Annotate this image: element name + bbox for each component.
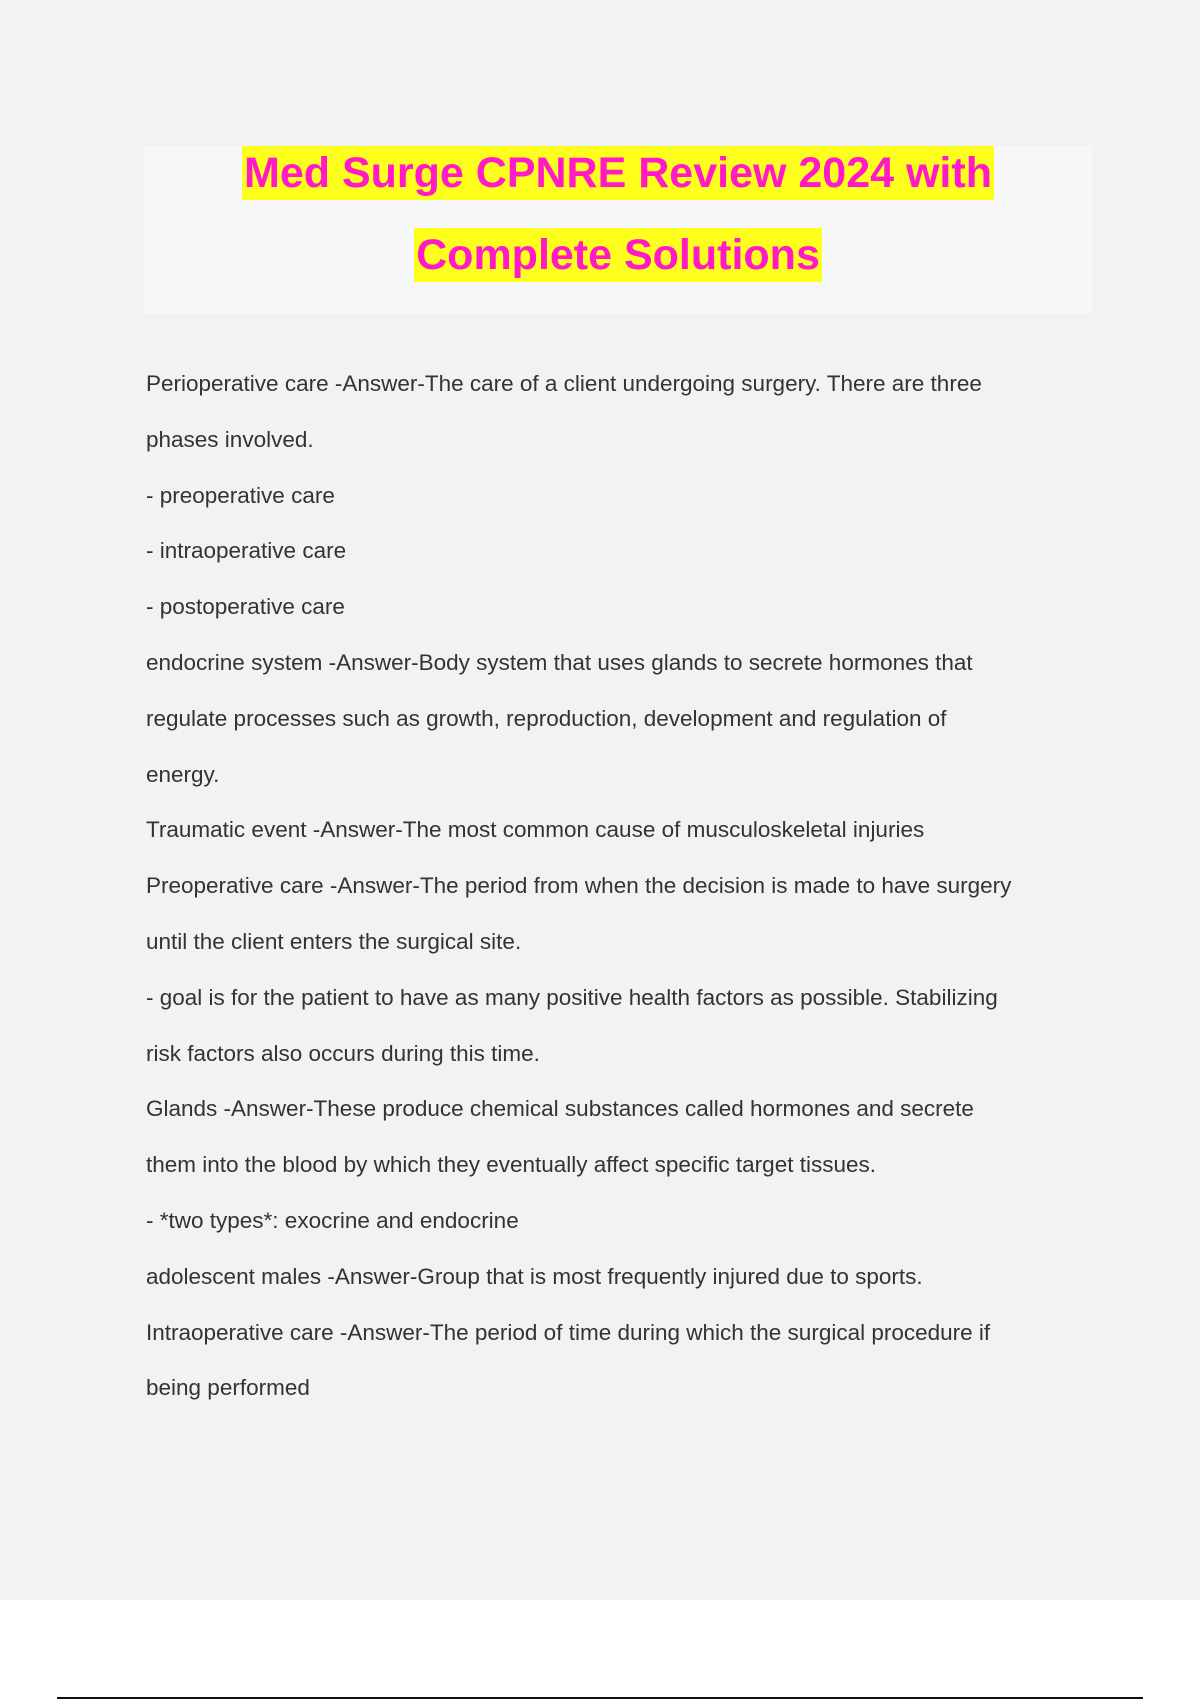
body-line: regulate processes such as growth, reproduction, development and regulation of: [146, 705, 947, 731]
body-line: risk factors also occurs during this time.: [146, 1040, 540, 1066]
title-block: [144, 146, 1092, 314]
body-line: - goal is for the patient to have as many positive health factors as possible. Stabilizing: [146, 984, 998, 1010]
body-line: Glands -Answer-These produce chemical substances called hormones and secrete: [146, 1096, 974, 1122]
body-line: being performed: [146, 1375, 310, 1401]
body-line: Traumatic event -Answer-The most common cause of musculoskeletal injuries: [146, 817, 925, 843]
body-line: endocrine system -Answer-Body system that uses glands to secrete hormones that: [146, 649, 973, 675]
body-line: - preoperative care: [146, 482, 335, 508]
body-line: them into the blood by which they eventually affect specific target tissues.: [146, 1152, 876, 1178]
body-line: energy.: [146, 761, 220, 787]
body-line: - *two types*: exocrine and endocrine: [146, 1207, 519, 1233]
body-line: Intraoperative care -Answer-The period of time during which the surgical procedure if: [146, 1319, 991, 1345]
body-line: adolescent males -Answer-Group that is most frequently injured due to sports.: [146, 1263, 923, 1289]
document-title-line-2: Complete Solutions: [414, 228, 822, 282]
body-line: until the client enters the surgical site.: [146, 928, 522, 954]
body-line: - intraoperative care: [146, 538, 347, 564]
document-body: [146, 356, 1086, 1416]
body-line: Perioperative care -Answer-The care of a client undergoing surgery. There are three: [146, 371, 982, 396]
body-line: - postoperative care: [146, 594, 345, 620]
body-line: Preoperative care -Answer-The period from when the decision is made to have surgery: [146, 873, 1012, 899]
document-title-line-1: Med Surge CPNRE Review 2024 with: [242, 146, 994, 200]
page-bottom-divider: [57, 1697, 1143, 1699]
body-line: phases involved.: [146, 426, 314, 452]
